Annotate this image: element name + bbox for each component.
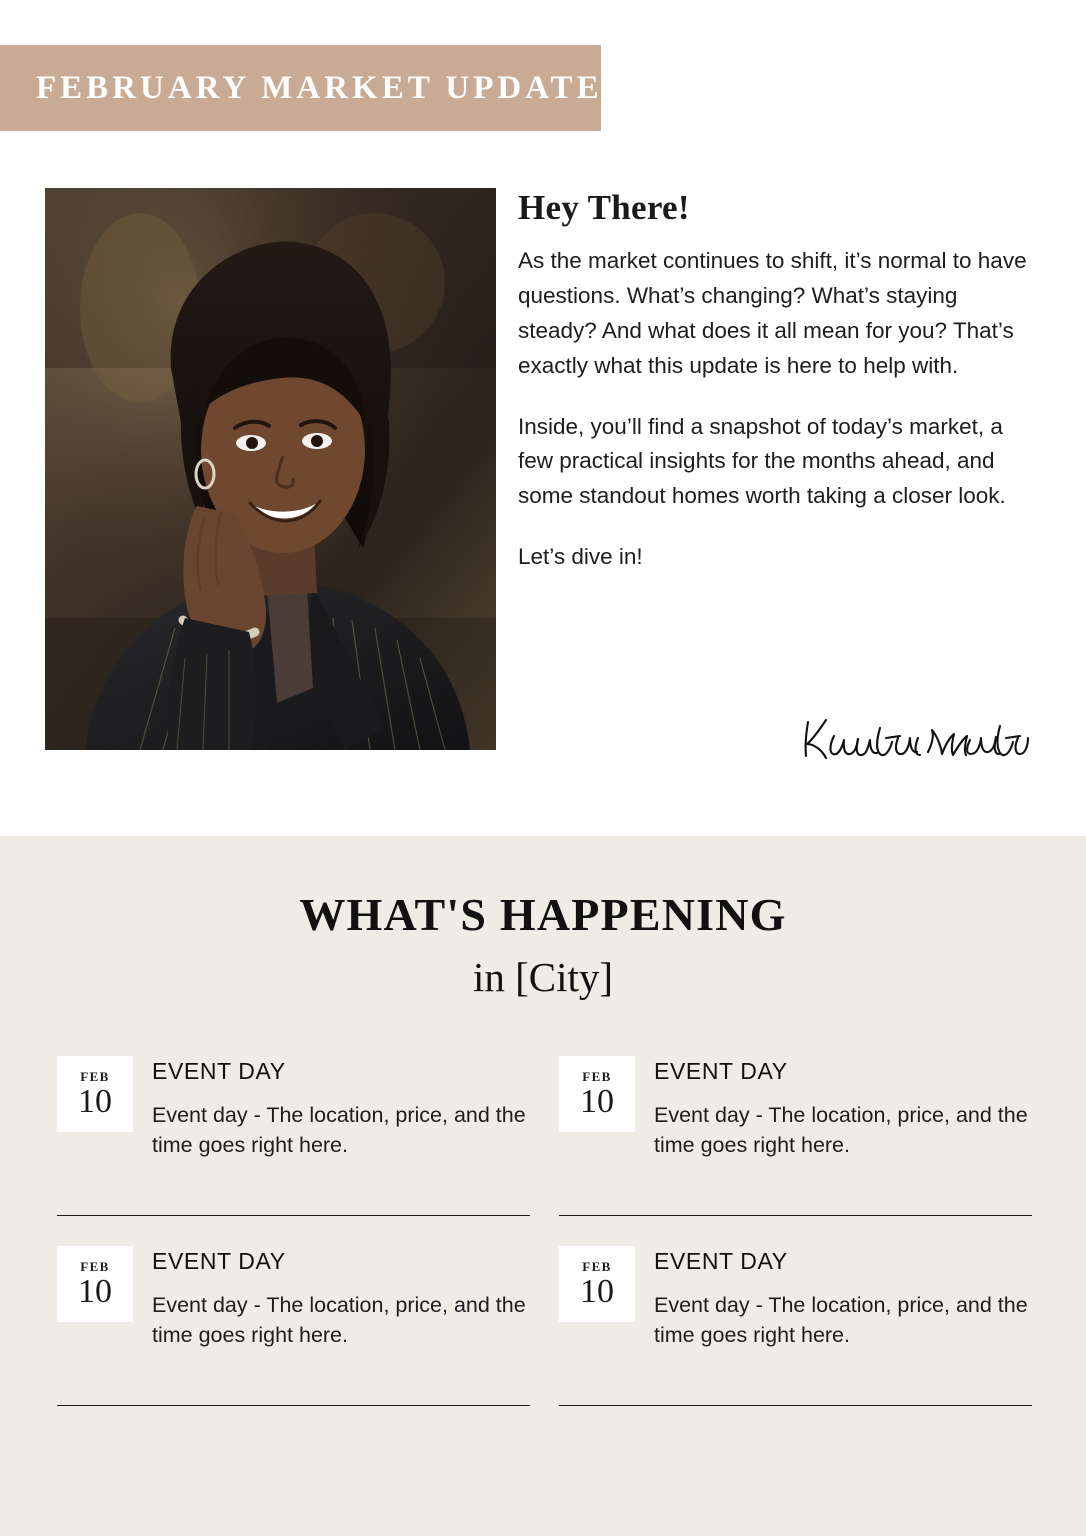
event-title: EVENT DAY [654, 1058, 788, 1084]
signature-icon [800, 708, 1030, 772]
event-description: Event day - The location, price, and the time goes right here. [654, 1103, 1028, 1157]
header-banner [0, 45, 601, 131]
event-month: FEB [80, 1068, 110, 1084]
intro-section [0, 188, 1086, 828]
intro-paragraph-1: As the market continues to shift, it’s normal to have questions. What’s changing? What’s staying steady? And what does it all mean for you? That’s exactly what this update is here to help with. [518, 248, 1027, 378]
agent-portrait-image [45, 188, 496, 750]
event-body [152, 1246, 530, 1350]
events-section [0, 836, 1086, 1536]
event-item[interactable] [559, 1056, 1032, 1216]
intro-paragraph-2: Inside, you’ll find a snapshot of today’s market, a few practical insights for the months ahead, and some standout homes worth taking a closer look. [518, 413, 1006, 509]
event-month: FEB [582, 1068, 612, 1084]
portrait-illustration [45, 188, 496, 750]
event-description: Event day - The location, price, and the time goes right here. [654, 1293, 1028, 1347]
event-description: Event day - The location, price, and the time goes right here. [152, 1293, 526, 1347]
events-title: WHAT'S HAPPENING [299, 889, 787, 940]
intro-paragraph-3: Let’s dive in! [518, 544, 643, 570]
event-day-number: 10 [78, 1272, 112, 1310]
event-day-number: 10 [580, 1272, 614, 1310]
event-description: Event day - The location, price, and the time goes right here. [152, 1103, 526, 1157]
event-body [152, 1056, 530, 1160]
intro-heading: Hey There! [518, 188, 690, 227]
events-subtitle: in [City] [472, 954, 614, 1000]
event-month: FEB [80, 1258, 110, 1274]
event-date-chip [57, 1056, 133, 1132]
event-title: EVENT DAY [654, 1248, 788, 1274]
event-title: EVENT DAY [152, 1248, 286, 1274]
event-item[interactable] [57, 1246, 530, 1406]
page-title: FEBRUARY MARKET UPDATE [36, 69, 603, 106]
event-date-chip [559, 1246, 635, 1322]
event-body [654, 1056, 1032, 1160]
event-day-number: 10 [78, 1082, 112, 1120]
event-day-number: 10 [580, 1082, 614, 1120]
event-month: FEB [582, 1258, 612, 1274]
event-date-chip [57, 1246, 133, 1322]
event-title: EVENT DAY [152, 1058, 286, 1084]
signature [630, 708, 1030, 772]
event-body [654, 1246, 1032, 1350]
events-grid [57, 1056, 1032, 1436]
event-item[interactable] [559, 1246, 1032, 1406]
event-date-chip [559, 1056, 635, 1132]
intro-text-block [518, 188, 1030, 575]
event-item[interactable] [57, 1056, 530, 1216]
